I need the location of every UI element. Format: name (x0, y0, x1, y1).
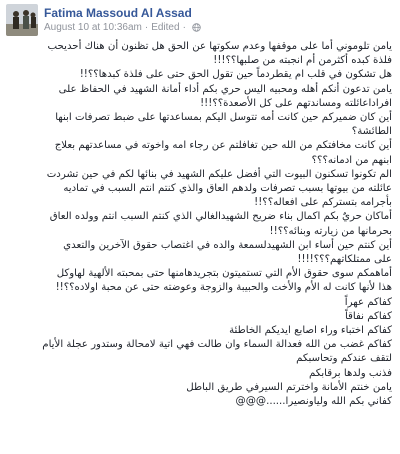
separator: · (144, 22, 149, 33)
post-text-line: أين كان ضميركم حين كانت أمه تتوسل اليكم بمساعدتها على ضبط تصرفات ابنها (55, 112, 392, 124)
post-header (6, 4, 394, 40)
author-name[interactable]: Fatima Massoud Al Assad (44, 6, 192, 20)
avatar-photo-icon (6, 4, 38, 36)
post-text-line: أماكان حريٌ بكم اكمال بناء ضريح الشهيدالغالي الذي كنتم السبب انتم وولده العاق (49, 211, 392, 223)
post-subline (44, 21, 201, 34)
post-text-line: الطائشة؟ (351, 126, 392, 138)
post-text-line: بحرمانها من زيارته وبنائه؟؟!! (269, 225, 392, 237)
post-timestamp[interactable]: August 10 at 10:36am (44, 22, 142, 33)
post-text-line: فلذة كبده أكثرمن أم انجبته من صلبها؟؟!!! (213, 55, 392, 67)
post-text-line: كفاكم نفاقاً (344, 310, 392, 322)
globe-icon[interactable] (192, 23, 201, 32)
edited-label[interactable]: Edited (151, 22, 180, 33)
post-text-line: يامن تدعون أنكم أهله ومحبيه اليس حري بكم أداء أمانة الشهيد في الحفاظ على (58, 83, 392, 95)
post-text-line: فذنب ولدها برقابكم (308, 367, 392, 379)
avatar[interactable] (6, 4, 38, 36)
post-text-line: يامن تلوموني أما على موقفها وعدم سكوتها عن الحق هل تظنون أن هناك أحديحب (47, 41, 392, 52)
separator: · (182, 22, 186, 33)
post-text-line: لتقف عندكم وتحاسبكم (296, 353, 392, 365)
post-text-line: كفاكم عهراً (344, 296, 392, 308)
post-text-line: هل تشكون في قلب ام يقطردماً حين تقول الحق حتى على فلذة كبدها؟؟!! (79, 69, 392, 81)
post-text-line: أين كانت مخافتكم من الله حين تغافلتم عن رجاء امه واخوته في مساعدتهم بعلاج (54, 140, 392, 152)
post-text-line: الم تكونوا تسكنون البيوت التي أفضل عليكم الشهيد في بنائها لكم في حين تشردت (46, 168, 392, 180)
post-text-line: أماهمكم سوى حقوق الأم التي تستميتون بتجريدهامنها حتى بمحبته الألهية لهاوكل (56, 268, 392, 280)
post-text-line: عائلته من بيوتها بسبب تصرفات ولدهم العاق والذي كنتم انتم السبب في تماديه (63, 183, 392, 195)
post-meta (44, 4, 201, 34)
post-text-line: كفاكم اختباء وراء اصابع ايديكم الخاطئة (229, 325, 392, 337)
post-text-line: كفاني بكم الله ولياونصيرا......@@@ (235, 396, 392, 408)
post-text-line: ابنهم من ادمانه؟؟؟ (311, 154, 392, 166)
post-body-text (6, 40, 394, 409)
post-text-line: افراداعائلته ومساندتهم على كل الأصعدة؟؟!!! (200, 97, 392, 109)
post-text-line: بأجرامه بتستركم على افعاله؟؟!! (254, 197, 392, 209)
post-text-line: هذا لأنها كانت له الأم والأخت والحبيبة والزوجة وعوضته حتى عن محبة اولاده؟؟!! (55, 282, 392, 294)
post-text-line: أين كنتم حين أساء ابن الشهيدلسمعة والده في اغتصاب حقوق الآخرين والتعدي (63, 239, 392, 251)
post-text-line: على ممتلكاتهم؟؟؟!!!! (297, 254, 392, 266)
post-text-line: كفاكم غضب من الله فعدالة السماء وان طالت فهي اتية لامحالة وستدور عجلة الأيام (42, 339, 392, 351)
post-text-line: يامن خنتم الأمانة واخترتم السيرفي طريق الباطل (186, 381, 392, 393)
